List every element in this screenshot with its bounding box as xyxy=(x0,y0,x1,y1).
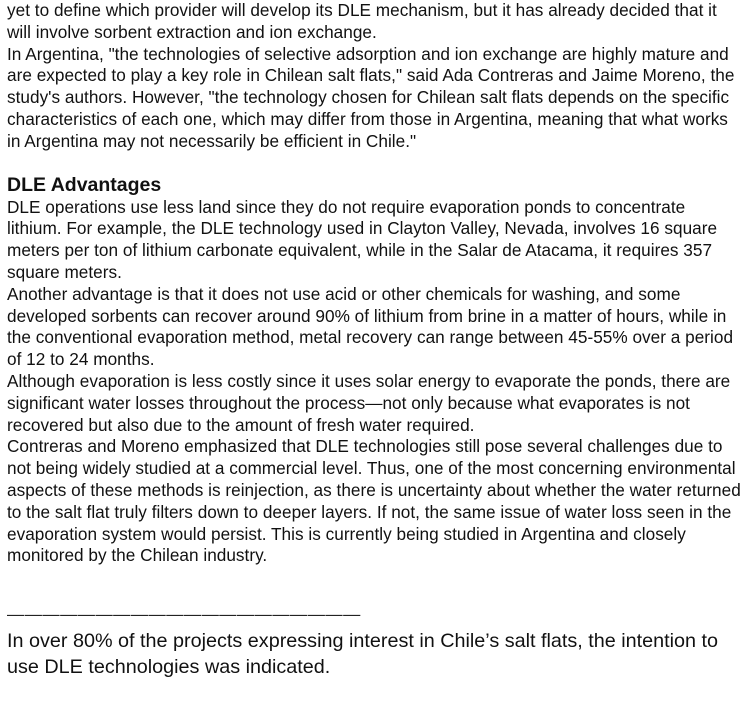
section-paragraph-4: Contreras and Moreno emphasized that DLE technologies still pose several challenges due to not being widely studied at a commercial level. Thus, one of the most concerning environmental aspects of these methods is reinjection, as there is uncertainty about whether the water returned to the salt flat truly filters down to deeper layers. If not, the same issue of water loss seen in the evaporation system would persist. This is currently being studied in Argentina and closely monitored by the Chilean industry. xyxy=(7,436,741,566)
section-paragraph-3: Although evaporation is less costly since it uses solar energy to evaporate the ponds, there are significant water losses throughout the process—not only because what evaporates is not recovered but also due to the amount of fresh water required. xyxy=(7,370,731,435)
callout-text: In over 80% of the projects expressing interest in Chile’s salt flats, the intention to use DLE technologies was indicated. xyxy=(7,630,719,678)
article-body xyxy=(7,0,743,680)
section-heading: DLE Advantages xyxy=(7,173,162,196)
divider-line: ———————————————————— xyxy=(7,604,361,625)
intro-paragraph-1: yet to define which provider will develop its DLE mechanism, but it has already decided that it will involve sorbent extraction and ion exchange. xyxy=(7,0,717,42)
section-paragraph-1: DLE operations use less land since they do not require evaporation ponds to concentrate lithium. For example, the DLE technology used in Clayton Valley, Nevada, involves 16 square meters per ton of lithium carbonate equivalent, while in the Salar de Atacama, it requires 357 square meters. xyxy=(7,196,718,282)
intro-paragraph-2: In Argentina, "the technologies of selective adsorption and ion exchange are highly mature and are expected to play a key role in Chilean salt flats," said Ada Contreras and Jaime Moreno, the study's authors. However, "the technology chosen for Chilean salt flats depends on the specific characteristics of each one, which may differ from those in Argentina, meaning that what works in Argentina may not necessarily be efficient in Chile." xyxy=(7,43,735,151)
section-paragraph-2: Another advantage is that it does not use acid or other chemicals for washing, and some developed sorbents can recover around 90% of lithium from brine in a matter of hours, while in the conventional evaporation method, metal recovery can range between 45-55% over a period of 12 to 24 months. xyxy=(7,283,734,370)
